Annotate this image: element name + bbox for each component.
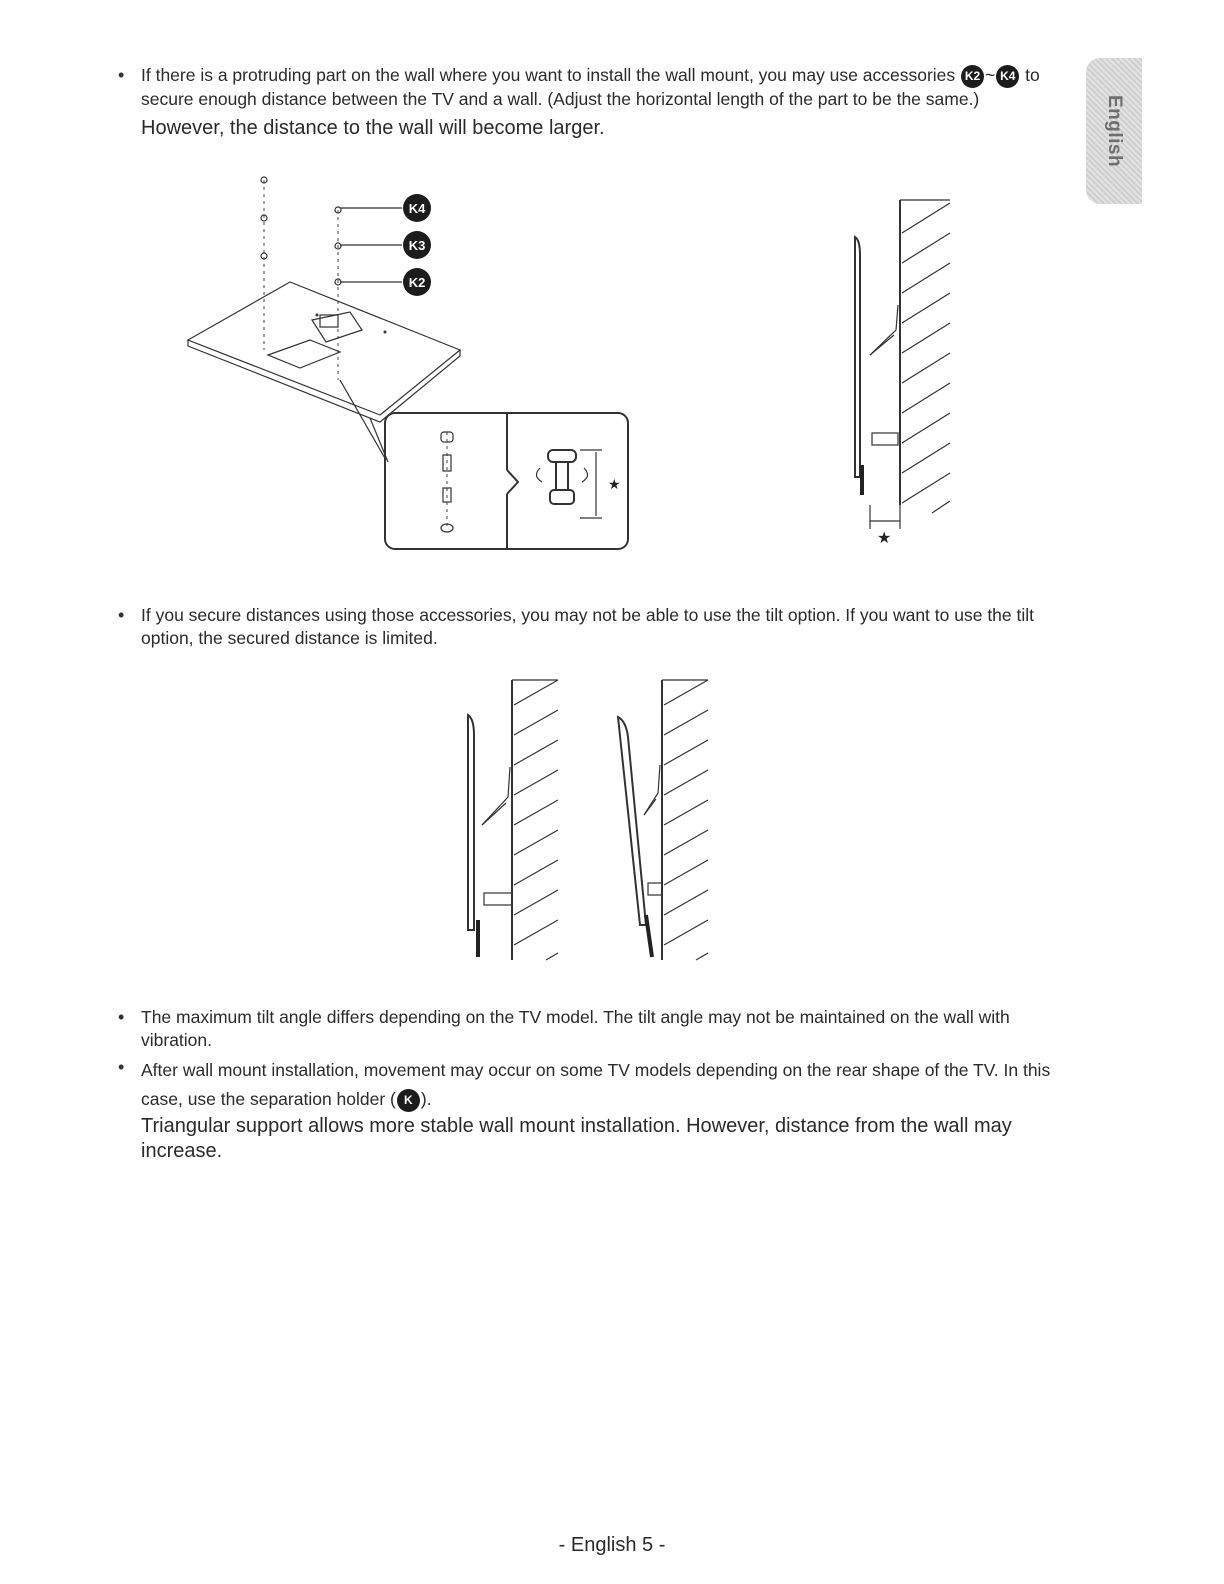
bullet-tilt-option (118, 604, 1078, 650)
badge-k4: K4 (996, 65, 1019, 88)
tv-panel-back (188, 282, 460, 422)
range-separator: ~ (985, 65, 996, 85)
separation-holder-text (118, 1056, 1078, 1114)
separation-holder-text-a: After wall mount installation, movement may occur on some TV models depending on the rear shape of the TV. In this case, use the separation holder ( (141, 1060, 1051, 1109)
svg-text:K2: K2 (408, 275, 426, 290)
bullet-separation-holder (118, 1056, 1078, 1114)
badge-k2: K2 (961, 65, 984, 88)
language-side-tab (1086, 58, 1142, 204)
page-number-footer: - English 5 - (558, 1534, 666, 1556)
language-tab-label: English (1104, 94, 1125, 168)
callout-k4 (403, 194, 431, 222)
max-tilt-text: • The maximum tilt angle differs depending on the TV model. The tilt angle may not be maintained on the wall with vibration. (141, 1007, 1010, 1050)
tilt-option-text: • If you secure distances using those accessories, you may not be able to use the tilt option. If you want to use the tilt option, the secured distance is limited. (141, 605, 1035, 648)
bullet-protruding-wall (118, 64, 1078, 111)
callout-k3 (403, 231, 431, 259)
note-distance-larger: However, the distance to the wall will become larger. (141, 117, 605, 139)
accessories-text: If there is a protruding part on the wall where you want to install the wall mount, you may use accessories (141, 65, 956, 85)
note-triangular-support: Triangular support allows more stable wall mount installation. However, distance from the wall may increase. (141, 1115, 1012, 1162)
tilt-diagram-tilted (618, 680, 708, 960)
tilt-diagram-straight (468, 680, 558, 960)
bullet-max-tilt (118, 1006, 1078, 1052)
svg-text:K4: K4 (408, 201, 426, 216)
zoom-inset (385, 413, 628, 549)
figure-side-view-wall (850, 195, 960, 550)
distance-star-inset: ★ (608, 477, 621, 493)
svg-text:K3: K3 (408, 238, 426, 253)
separation-holder-text-b: ). (420, 1089, 432, 1109)
secure-distance-text: to secure enough distance between the TV and a wall. (Adjust the horizontal length of the part to be the same.) (141, 65, 1040, 109)
bullet-protruding-wall-text (118, 64, 1078, 111)
distance-star-side: ★ (877, 528, 892, 547)
figure-accessories-assembly (180, 170, 640, 560)
figure-tilt-comparison (460, 675, 720, 965)
callout-k2 (403, 268, 431, 296)
badge-k: K (397, 1089, 420, 1112)
